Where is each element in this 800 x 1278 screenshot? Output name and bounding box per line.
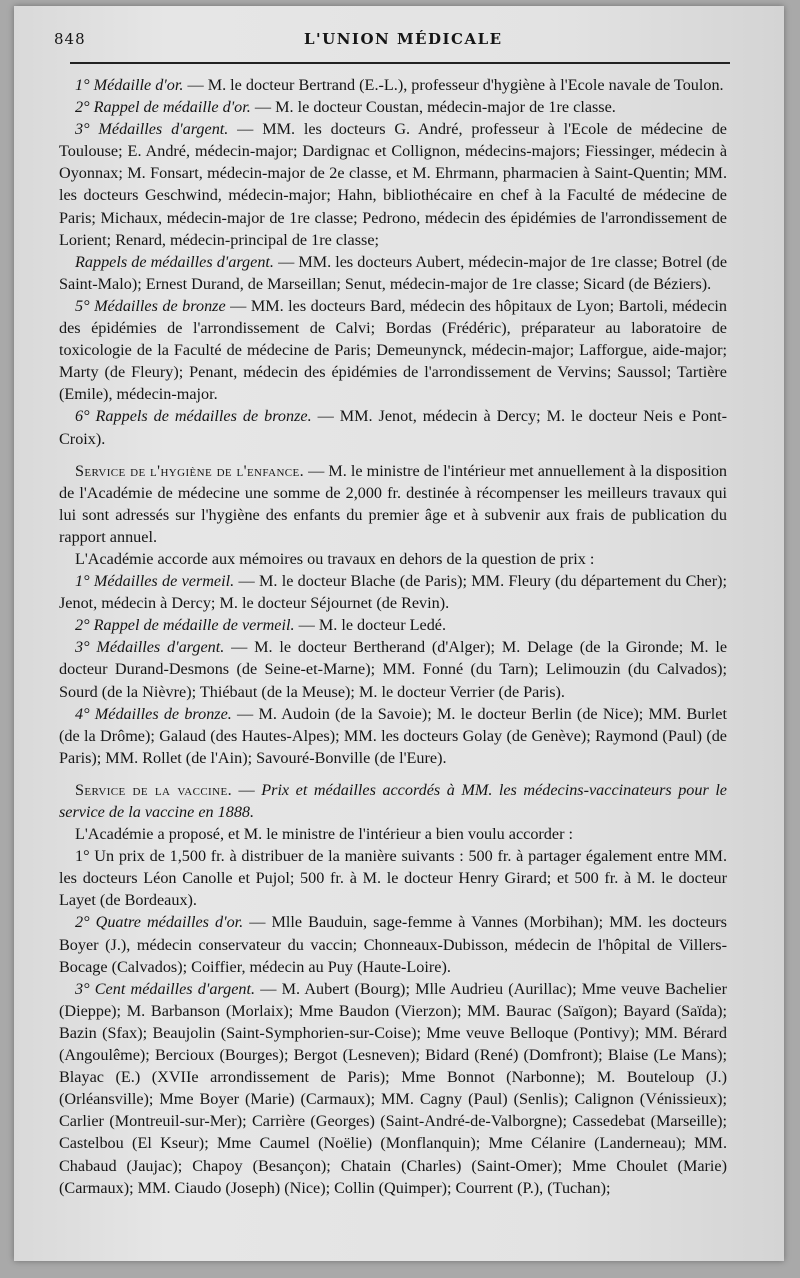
paragraph-lead: 2° Quatre médailles d'or. bbox=[75, 913, 244, 932]
running-title: L'UNION MÉDICALE bbox=[304, 30, 503, 48]
paragraph bbox=[59, 911, 727, 977]
paragraph-lead: 1° Médailles de vermeil. bbox=[75, 572, 235, 591]
paragraph bbox=[59, 96, 727, 118]
paragraph-text: — M. le docteur Bertherand (d'Alger); M. Delage (de la Gironde; M. le docteur Durand-Desmons (de Seine-et-Marne); MM. Fonné (du Tarn); Lelimouzin (du Calvados); Sourd (de la Nièvre); Thiébaut (de la Meuse); M. le docteur Verrier (de Paris). bbox=[59, 638, 728, 701]
paragraph bbox=[59, 823, 727, 845]
journal-page bbox=[14, 6, 784, 1261]
paragraph-text: — MM. les docteurs Bard, médecin des hôpitaux de Lyon; Bartoli, médecin des épidémies de l'arrondissement de Calvi; Bordas (Frédéric), préparateur au laboratoire de toxicologie de la Faculté de médecine de Paris; Demeunynck, médecin-major; Lafforgue, aide-major; Marty (de Fleury); Penant, médecin des épidémies de l'arrondissement de Vervins; Saussol; Tartière (Emile), médecin-major. bbox=[59, 296, 727, 404]
page-header bbox=[54, 30, 744, 56]
paragraph-text: — M. le docteur Ledé. bbox=[294, 616, 447, 635]
paragraph bbox=[59, 636, 727, 702]
paragraph bbox=[59, 614, 727, 636]
page-number: 848 bbox=[54, 30, 86, 48]
paragraph-text: — bbox=[232, 780, 262, 799]
paragraph-lead: 5° Médailles de bronze bbox=[75, 296, 226, 315]
paragraph bbox=[59, 295, 727, 405]
section-paragraph bbox=[59, 779, 727, 823]
paragraph-text: L'Académie a proposé, et M. le ministre de l'intérieur a bien voulu accorder : bbox=[75, 825, 574, 844]
section-heading: Service de la vaccine. bbox=[75, 780, 233, 799]
paragraph-text: — MM. Jenot, médecin à Dercy; M. le docteur Neis e Pont-Croix). bbox=[59, 407, 728, 448]
paragraph bbox=[59, 74, 727, 96]
paragraph bbox=[59, 118, 727, 251]
paragraph-text: 1° Un prix de 1,500 fr. à distribuer de la manière suivants : 500 fr. à partager également entre MM. les docteurs Léon Canolle et Pujol; 500 fr. à M. le docteur Henry Girard; et 500 fr. à M. le docteur Layet (de Bordeaux). bbox=[59, 847, 727, 910]
paragraph-lead: 3° Médailles d'argent. bbox=[75, 638, 225, 657]
paragraph bbox=[59, 251, 727, 295]
paragraph bbox=[59, 405, 727, 449]
article-body bbox=[59, 74, 727, 1199]
paragraph-text: — MM. les docteurs Aubert, médecin-major de 1re classe; Botrel (de Saint-Malo); Ernest Durand, de Marseillan; Senut, médecin-major de 1re classe; Sicard (de Béziers). bbox=[59, 252, 728, 293]
paragraph-lead: 1° Médaille d'or. bbox=[75, 76, 184, 94]
paragraph-text: — MM. les docteurs G. André, professeur à l'Ecole de médecine de Toulouse; E. André, médecin-major; Dardignac et Collignon, médecins-majors; Fiessinger, médecin à Oyonnax; M. Fonsart, médecin-major de 2e classe, et M. Ehrmann, pharmacien à Saint-Quentin; MM. les docteurs Geschwind, médecin-major; Hahn, bibliothécaire en chef à la Faculté de médecine de Paris; Michaux, médecin-major de 1re classe; Pedrono, médecin des épidémies de l'arrondissement de Lorient; Renard, médecin-principal de 1re classe; bbox=[59, 120, 727, 249]
paragraph-lead: 4° Médailles de bronze. bbox=[75, 704, 232, 723]
paragraph-text: — M. Audoin (de la Savoie); M. le docteur Berlin (de Nice); MM. Burlet (de la Drôme); Galaud (des Hautes-Alpes); MM. les docteurs Golay (de Genève); Raymond (Paul) (de Paris); MM. Rollet (de l'Ain); Savouré-Bonville (de l'Eure). bbox=[59, 704, 727, 767]
header-rule bbox=[70, 62, 730, 64]
paragraph-text: — M. le docteur Coustan, médecin-major de 1re classe. bbox=[250, 98, 616, 117]
paragraph-lead: Rappels de médailles d'argent. bbox=[75, 252, 274, 271]
paragraph bbox=[59, 570, 727, 614]
paragraph-lead: 2° Rappel de médaille de vermeil. bbox=[75, 616, 295, 635]
paragraph bbox=[59, 978, 727, 1199]
paragraph-lead: 3° Cent médailles d'argent. bbox=[75, 979, 256, 998]
paragraph-text: — Mlle Bauduin, sage-femme à Vannes (Morbihan); MM. les docteurs Boyer (J.), médecin conservateur du vaccin; Chonneaux-Dubisson, médecin de l'hôpital de Villers-Bocage (Calvados); Coiffier, médecin au Puy (Haute-Loire). bbox=[59, 913, 727, 976]
paragraph-text: — M. le docteur Bertrand (E.-L.), professeur d'hygiène à l'Ecole navale de Toulon. bbox=[183, 76, 724, 94]
paragraph-text: L'Académie accorde aux mémoires ou travaux en dehors de la question de prix : bbox=[75, 549, 595, 568]
paragraph-text: — M. Aubert (Bourg); Mlle Audrieu (Aurillac); Mme veuve Bachelier (Dieppe); M. Barbanson (Morlaix); Mme Baudon (Vierzon); MM. Baurac (Saïgon); Bayard (Saïda); Bazin (Sfax); Beaujolin (Saint-Symphorien-sur-Coise); Mme veuve Belloque (Pontivy); MM. Bérard (Angoulême); Bercioux (Bourges); Bergot (Lesneven); Bidard (René) (Domfront); Blaise (Le Mans); Blayac (E.) (XVIIe arrondissement de Paris); Mme Bonnot (Narbonne); M. Bouteloup (J.) (Orléansville); Mme Boyer (Marie) (Carmaux); MM. Cagny (Paul) (Senlis); Calignon (Vénissieux); Carlier (Montreuil-sur-Mer); Carrière (Georges) (Saint-André-de-Valborgne); Cassedebat (Marseille); Castelbou (El Kseur); Mme Caumel (Noëlie) (Monflanquin); Mme Célanire (Landerneau); MM. Chabaud (Jaujac); Chapoy (Besançon); Chatain (Charles) (Saint-Omer); Mme Choulet (Marie) (Carmaux); MM. Ciaudo (Joseph) (Nice); Collin (Quimper); Courrent (P.), (Tuchan); bbox=[59, 979, 727, 1197]
paragraph bbox=[59, 548, 727, 570]
paragraph-text: — M. le ministre de l'intérieur met annuellement à la disposition de l'Académie de médecine une somme de 2,000 fr. destinée à récompenser les meilleurs travaux qui lui sont adressés sur l'hygiène des enfants du premier âge et à subvenir aux frais de publication du rapport annuel. bbox=[59, 461, 728, 546]
paragraph-lead: 6° Rappels de médailles de bronze. bbox=[75, 407, 312, 426]
paragraph-lead: 3° Médailles d'argent. bbox=[75, 120, 229, 139]
section-paragraph bbox=[59, 460, 727, 548]
section-subtitle: Prix et médailles accordés à MM. les médecins-vaccinateurs pour le service de la vaccine en 1888. bbox=[59, 780, 727, 821]
paragraph bbox=[59, 703, 727, 769]
section-heading: Service de l'hygiène de l'enfance. bbox=[75, 461, 305, 480]
paragraph-text: — M. le docteur Blache (de Paris); MM. Fleury (du département du Cher); Jenot, médecin à Dercy; M. le docteur Séjournet (de Revin). bbox=[59, 572, 728, 613]
paragraph-lead: 2° Rappel de médaille d'or. bbox=[75, 98, 251, 117]
paragraph bbox=[59, 845, 727, 911]
